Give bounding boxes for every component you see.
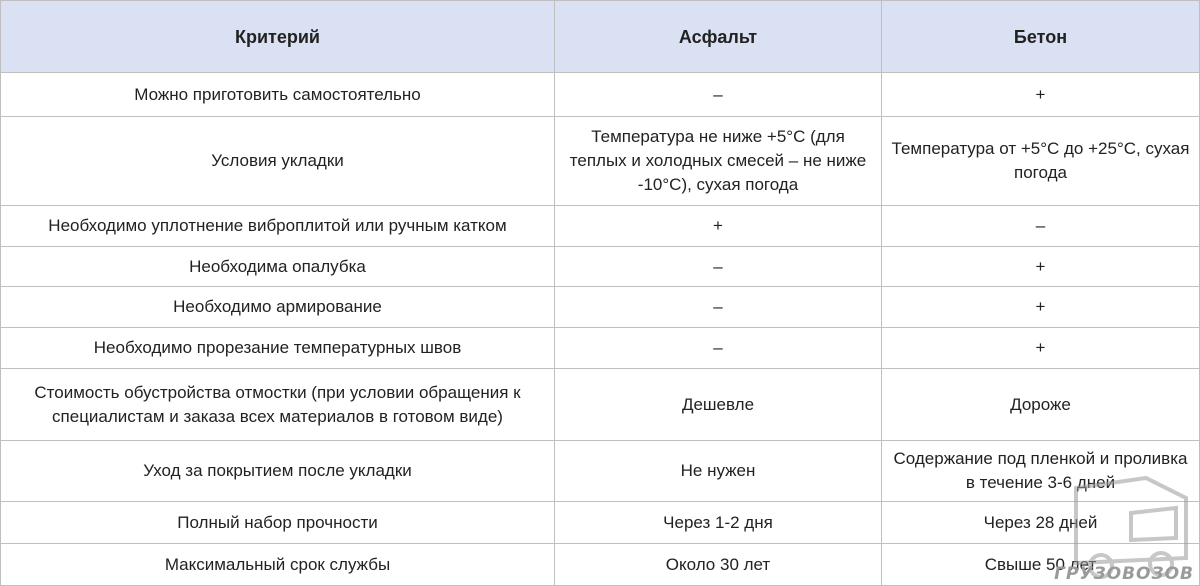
asphalt-cell: Через 1-2 дня [555,502,882,544]
concrete-cell: + [882,73,1200,117]
asphalt-cell: – [555,328,882,369]
asphalt-cell: – [555,73,882,117]
concrete-cell: + [882,247,1200,287]
table-row [1,369,1200,441]
table-row [1,502,1200,544]
criterion-cell: Уход за покрытием после укладки [1,441,555,502]
asphalt-cell: – [555,247,882,287]
header-criterion: Критерий [1,1,555,73]
table-row [1,247,1200,287]
asphalt-cell: – [555,287,882,328]
asphalt-cell: Температура не ниже +5°С (для теплых и холодных смесей – не ниже -10°С), сухая погода [555,117,882,206]
asphalt-cell: + [555,206,882,247]
criterion-cell: Необходима опалубка [1,247,555,287]
criterion-cell: Условия укладки [1,117,555,206]
table-row [1,117,1200,206]
header-concrete: Бетон [882,1,1200,73]
table-row [1,328,1200,369]
criterion-cell: Стоимость обустройства отмостки (при условии обращения к специалистам и заказа всех материалов в готовом виде) [1,369,555,441]
criterion-cell: Необходимо прорезание температурных швов [1,328,555,369]
criterion-cell: Максимальный срок службы [1,544,555,586]
asphalt-cell: Дешевле [555,369,882,441]
concrete-cell: Температура от +5°С до +25°С, сухая погода [882,117,1200,206]
table-row [1,206,1200,247]
header-asphalt: Асфальт [555,1,882,73]
table-row [1,73,1200,117]
criterion-cell: Можно приготовить самостоятельно [1,73,555,117]
watermark-text: ГРУЗОВОЗОВ [1054,564,1194,584]
table-row [1,287,1200,328]
asphalt-cell: Не нужен [555,441,882,502]
criterion-cell: Полный набор прочности [1,502,555,544]
table-row [1,544,1200,586]
concrete-cell: + [882,287,1200,328]
concrete-cell: Через 28 дней [882,502,1200,544]
concrete-cell: Свыше 50 лет [882,544,1200,586]
concrete-cell: Дороже [882,369,1200,441]
asphalt-cell: Около 30 лет [555,544,882,586]
criterion-cell: Необходимо уплотнение виброплитой или ручным катком [1,206,555,247]
concrete-cell: Содержание под пленкой и проливка в течение 3-6 дней [882,441,1200,502]
concrete-cell: – [882,206,1200,247]
header-row [1,1,1200,73]
table-row [1,441,1200,502]
concrete-cell: + [882,328,1200,369]
criterion-cell: Необходимо армирование [1,287,555,328]
